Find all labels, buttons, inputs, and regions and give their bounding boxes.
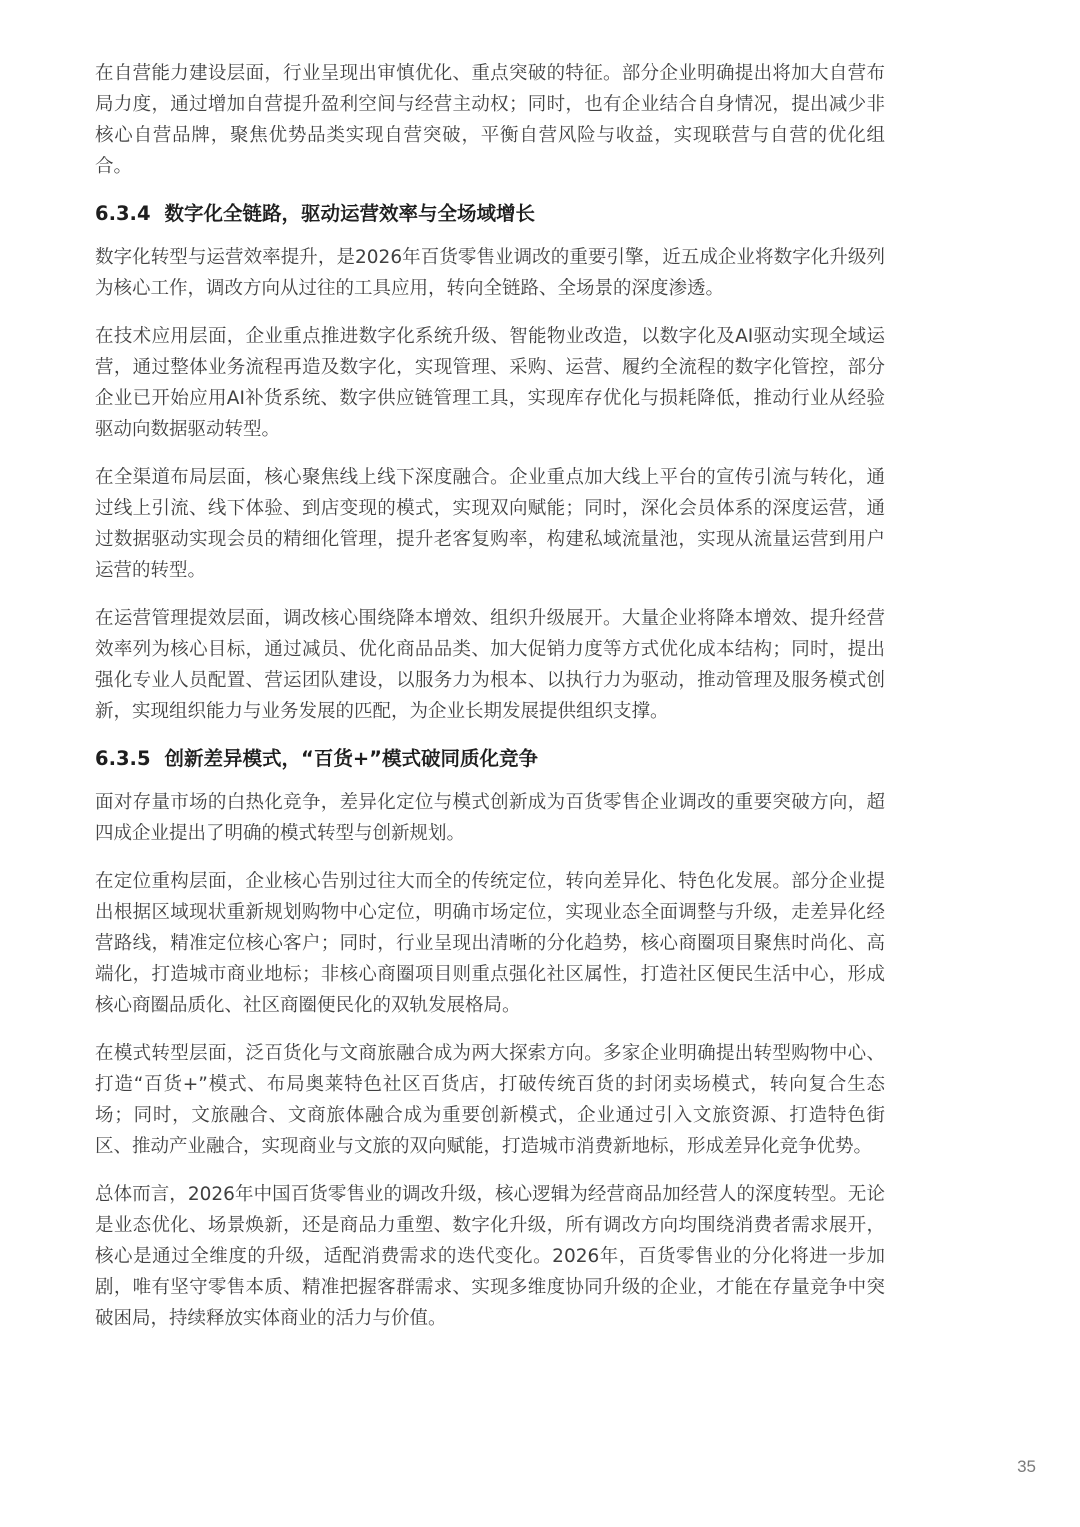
section-heading-6-3-4 [95,199,885,229]
paragraph: 面对存量市场的白热化竞争，差异化定位与模式创新成为百货零售企业调改的重要突破方向，超四成企业提出了明确的模式转型与创新规划。 [95,792,885,844]
paragraph: 在全渠道布局层面，核心聚焦线上线下深度融合。企业重点加大线上平台的宣传引流与转化，通过线上引流、线下体验、到店变现的模式，实现双向赋能；同时，深化会员体系的深度运营，通过数据驱动实现会员的精细化管理，提升老客复购率，构建私域流量池，实现从流量运营到用户运营的转型。 [95,467,885,581]
section-title: 数字化全链路，驱动运营效率与全场域增长 [164,202,536,225]
section-title: 创新差异模式，“百货+”模式破同质化竞争 [164,747,539,770]
paragraph: 在运营管理提效层面，调改核心围绕降本增效、组织升级展开。大量企业将降本增效、提升经营效率列为核心目标，通过减员、优化商品品类、加大促销力度等方式优化成本结构；同时，提出强化专业人员配置、营运团队建设，以服务力为根本、以执行力为驱动，推动管理及服务模式创新，实现组织能力与业务发展的匹配，为企业长期发展提供组织支撑。 [95,608,885,722]
paragraph: 数字化转型与运营效率提升，是2026年百货零售业调改的重要引擎，近五成企业将数字化升级列为核心工作，调改方向从过往的工具应用，转向全链路、全场景的深度渗透。 [95,247,885,299]
page-number: 35 [1017,1457,1036,1476]
section-number: 6.3.5 [95,747,151,770]
section-heading-6-3-5 [95,744,885,774]
document-body [95,58,885,1351]
paragraph: 在技术应用层面，企业重点推进数字化系统升级、智能物业改造，以数字化及AI驱动实现全域运营，通过整体业务流程再造及数字化，实现管理、采购、运营、履约全流程的数字化管控，部分企业已开始应用AI补货系统、数字供应链管理工具，实现库存优化与损耗降低，推动行业从经验驱动向数据驱动转型。 [95,326,885,440]
paragraph: 在定位重构层面，企业核心告别过往大而全的传统定位，转向差异化、特色化发展。部分企业提出根据区域现状重新规划购物中心定位，明确市场定位，实现业态全面调整与升级，走差异化经营路线，精准定位核心客户；同时，行业呈现出清晰的分化趋势，核心商圈项目聚焦时尚化、高端化，打造城市商业地标；非核心商圈项目则重点强化社区属性，打造社区便民生活中心，形成核心商圈品质化、社区商圈便民化的双轨发展格局。 [95,871,885,1016]
section-number: 6.3.4 [95,202,151,225]
paragraph-conclusion: 总体而言，2026年中国百货零售业的调改升级，核心逻辑为经营商品加经营人的深度转型。无论是业态优化、场景焕新，还是商品力重塑、数字化升级，所有调改方向均围绕消费者需求展开，核心是通过全维度的升级，适配消费需求的迭代变化。2026年，百货零售业的分化将进一步加剧，唯有坚守零售本质、精准把握客群需求、实现多维度协同升级的企业，才能在存量竞争中突破困局，持续释放实体商业的活力与价值。 [95,1184,885,1329]
paragraph: 在模式转型层面，泛百货化与文商旅融合成为两大探索方向。多家企业明确提出转型购物中心、打造“百货+”模式、布局奥莱特色社区百货店，打破传统百货的封闭卖场模式，转向复合生态场；同时，文旅融合、文商旅体融合成为重要创新模式，企业通过引入文旅资源、打造特色街区、推动产业融合，实现商业与文旅的双向赋能，打造城市消费新地标，形成差异化竞争优势。 [95,1043,885,1157]
paragraph-self-operation: 在自营能力建设层面，行业呈现出审慎优化、重点突破的特征。部分企业明确提出将加大自营布局力度，通过增加自营提升盈利空间与经营主动权；同时，也有企业结合自身情况，提出减少非核心自营品牌，聚焦优势品类实现自营突破，平衡自营风险与收益，实现联营与自营的优化组合。 [95,63,885,177]
